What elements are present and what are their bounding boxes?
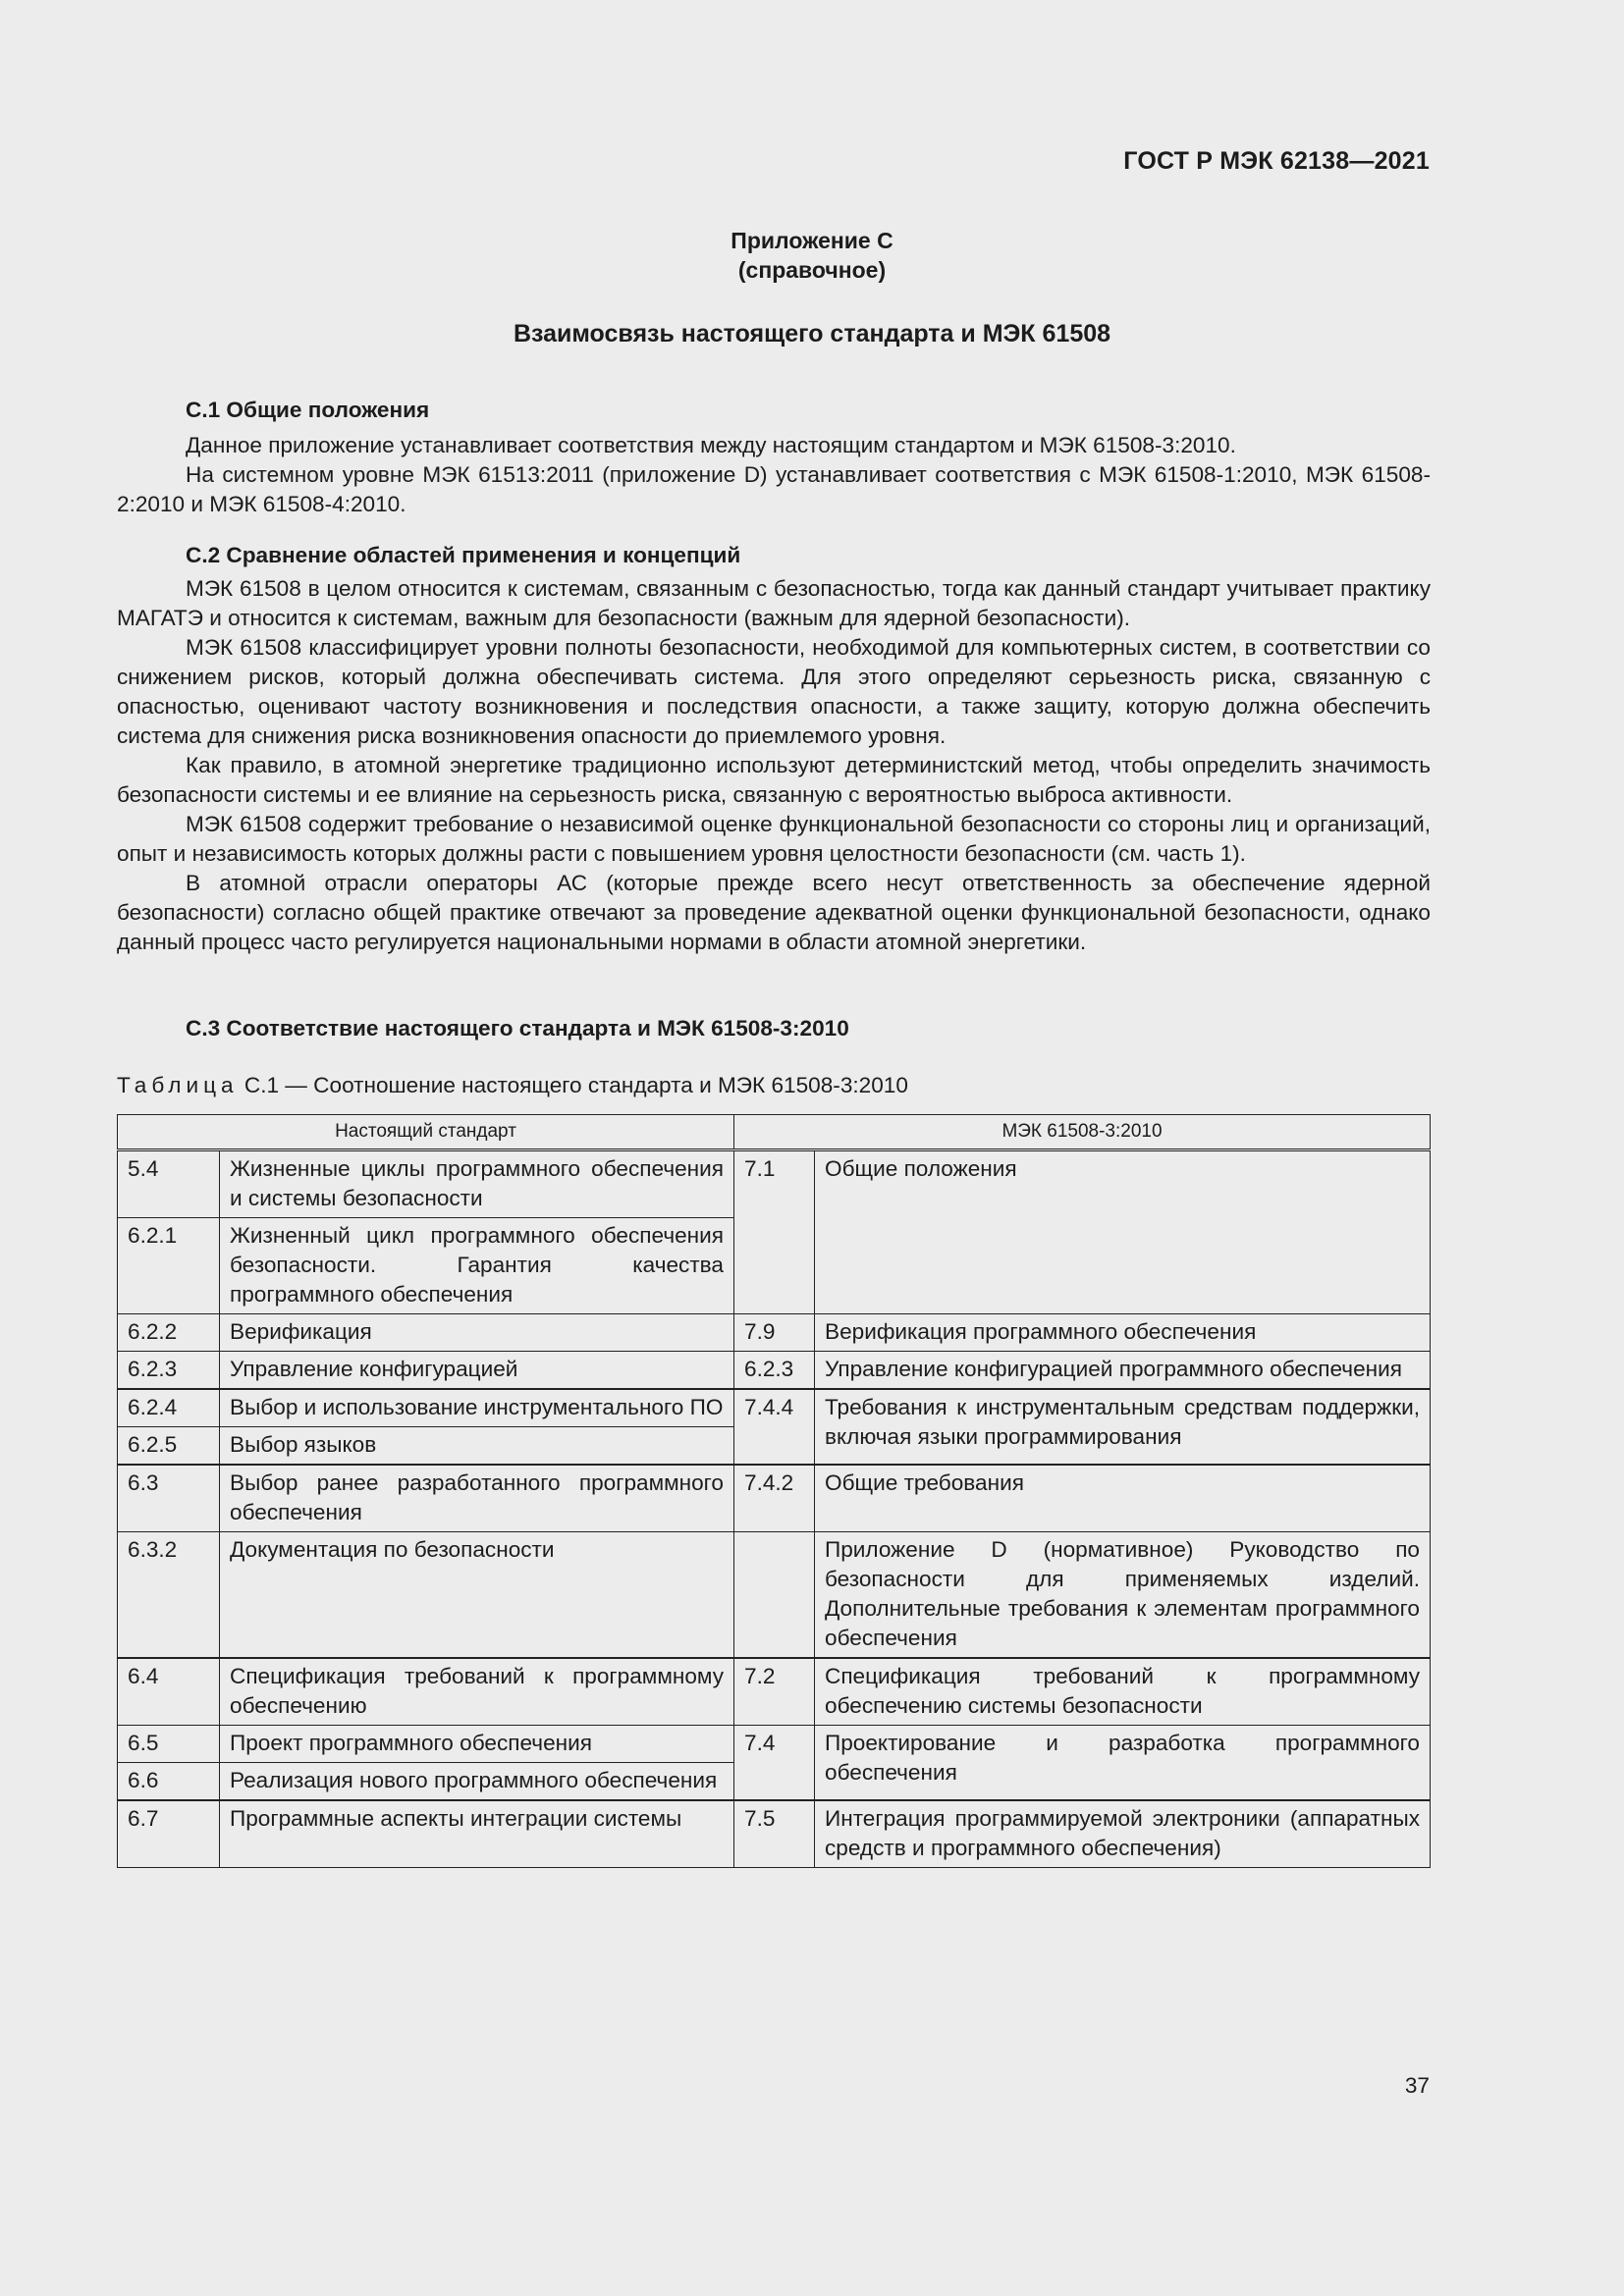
clause-number: 6.7 <box>118 1800 220 1868</box>
clause-title: Выбор ранее разработанного программного обеспечения <box>220 1465 734 1532</box>
paragraph: На системном уровне МЭК 61513:2011 (приложение D) устанавливает соответствия с МЭК 61508-1:2010, МЭК 61508-2:2010 и МЭК 61508-4:2010. <box>117 462 1431 516</box>
clause-number: 6.4 <box>118 1658 220 1726</box>
clause-title: Проект программного обеспечения <box>220 1726 734 1763</box>
header-iec-61508-3: МЭК 61508-3:2010 <box>734 1115 1431 1150</box>
table-header-row <box>118 1115 1431 1150</box>
annex-heading: Взаимосвязь настоящего стандарта и МЭК 61508 <box>513 320 1111 347</box>
section-c1 <box>117 396 1431 519</box>
paragraph: Как правило, в атомной энергетике традиционно используют детерминистский метод, чтобы определить значимость безопасности системы и ее влияние на серьезность риска, связанную с вероятностью выброса активности. <box>117 753 1431 807</box>
paragraph: Данное приложение устанавливает соответствия между настоящим стандартом и МЭК 61508-3:2010. <box>186 433 1236 457</box>
table-row <box>118 1150 1431 1218</box>
iec-clause-number: 7.4 <box>734 1726 815 1801</box>
iec-clause-title: Верификация программного обеспечения <box>815 1314 1431 1352</box>
paragraph: В атомной отрасли операторы АС (которые прежде всего несут ответственность за обеспечение ядерной безопасности) согласно общей практике отвечают за проведение адекватной оценки функциональной безопасности, однако данный процесс часто регулируется национальными нормами в области атомной энергетики. <box>117 871 1431 954</box>
clause-number: 6.3 <box>118 1465 220 1532</box>
table-row <box>118 1352 1431 1390</box>
section-c2 <box>117 541 1431 957</box>
table-caption-label: Таблица <box>117 1073 239 1097</box>
iec-clause-title: Интеграция программируемой электроники (аппаратных средств и программного обеспечения) <box>815 1800 1431 1868</box>
correspondence-table <box>117 1114 1431 1868</box>
iec-clause-number: 7.4.2 <box>734 1465 815 1532</box>
annex-type: (справочное) <box>737 257 887 283</box>
table-row <box>118 1314 1431 1352</box>
iec-clause-number: 7.2 <box>734 1658 815 1726</box>
table-row <box>118 1726 1431 1763</box>
clause-title: Жизненные циклы программного обеспечения и системы безопасности <box>220 1150 734 1218</box>
annex-title: Приложение C <box>731 228 893 253</box>
section-title: C.1 Общие положения <box>186 398 430 422</box>
section-title: C.3 Соответствие настоящего стандарта и МЭК 61508-3:2010 <box>186 1016 849 1041</box>
clause-title: Документация по безопасности <box>220 1532 734 1659</box>
clause-number: 6.2.3 <box>118 1352 220 1390</box>
clause-number: 6.2.5 <box>118 1427 220 1466</box>
section-c3 <box>117 1014 1431 1043</box>
clause-title: Реализация нового программного обеспечения <box>220 1763 734 1801</box>
iec-clause-number: 7.9 <box>734 1314 815 1352</box>
header-this-standard: Настоящий стандарт <box>118 1115 734 1150</box>
clause-number: 5.4 <box>118 1150 220 1218</box>
clause-number: 6.5 <box>118 1726 220 1763</box>
clause-number: 6.6 <box>118 1763 220 1801</box>
clause-title: Верификация <box>220 1314 734 1352</box>
paragraph: МЭК 61508 в целом относится к системам, связанным с безопасностью, тогда как данный стандарт учитывает практику МАГАТЭ и относится к системам, важным для безопасности (важным для ядерной безопасности). <box>117 576 1431 630</box>
iec-clause-number: 6.2.3 <box>734 1352 815 1390</box>
iec-clause-title: Общие требования <box>815 1465 1431 1532</box>
table-caption-text: C.1 — Соотношение настоящего стандарта и МЭК 61508-3:2010 <box>244 1073 908 1097</box>
clause-title: Управление конфигурацией <box>220 1352 734 1390</box>
iec-clause-title: Управление конфигурацией программного обеспечения <box>815 1352 1431 1390</box>
document-code: ГОСТ Р МЭК 62138—2021 <box>1123 147 1430 175</box>
iec-clause-number: 7.5 <box>734 1800 815 1868</box>
paragraph: МЭК 61508 классифицирует уровни полноты безопасности, необходимой для компьютерных систем, в соответствии со снижением рисков, который должна обеспечивать система. Для этого определяют серьезность риска, связанную с опасностью, оценивают частоту возникновения и последствия опасности, а также защиту, которую должна обеспечить система для снижения риска возникновения опасности до приемлемого уровня. <box>117 635 1431 748</box>
iec-clause-title: Требования к инструментальным средствам поддержки, включая языки программирования <box>815 1389 1431 1465</box>
iec-clause-title: Приложение D (нормативное) Руководство по безопасности для применяемых изделий. Дополнительные требования к элементам программного обеспечения <box>815 1532 1431 1659</box>
table-row <box>118 1532 1431 1659</box>
clause-title: Спецификация требований к программному обеспечению <box>220 1658 734 1726</box>
clause-title: Жизненный цикл программного обеспечения безопасности. Гарантия качества программного обеспечения <box>220 1218 734 1314</box>
iec-clause-number: 7.4.4 <box>734 1389 815 1465</box>
clause-number: 6.2.4 <box>118 1389 220 1427</box>
clause-title: Программные аспекты интеграции системы <box>220 1800 734 1868</box>
table-row <box>118 1658 1431 1726</box>
iec-clause-title: Проектирование и разработка программного обеспечения <box>815 1726 1431 1801</box>
table-row <box>118 1465 1431 1532</box>
clause-number: 6.3.2 <box>118 1532 220 1659</box>
table-caption <box>117 1073 908 1098</box>
table-row <box>118 1389 1431 1427</box>
clause-number: 6.2.2 <box>118 1314 220 1352</box>
clause-title: Выбор языков <box>220 1427 734 1466</box>
page-number: 37 <box>1404 2073 1430 2098</box>
iec-clause-number <box>734 1532 815 1659</box>
table-row <box>118 1800 1431 1868</box>
iec-clause-number: 7.1 <box>734 1150 815 1314</box>
paragraph: МЭК 61508 содержит требование о независимой оценке функциональной безопасности со стороны лиц и организаций, опыт и независимость которых должны расти с повышением уровня целостности безопасности (см. часть 1). <box>117 812 1431 866</box>
clause-number: 6.2.1 <box>118 1218 220 1314</box>
clause-title: Выбор и использование инструментального ПО <box>220 1389 734 1427</box>
iec-clause-title: Спецификация требований к программному обеспечению системы безопасности <box>815 1658 1431 1726</box>
section-title: C.2 Сравнение областей применения и концепций <box>186 543 741 567</box>
iec-clause-title: Общие положения <box>815 1150 1431 1314</box>
